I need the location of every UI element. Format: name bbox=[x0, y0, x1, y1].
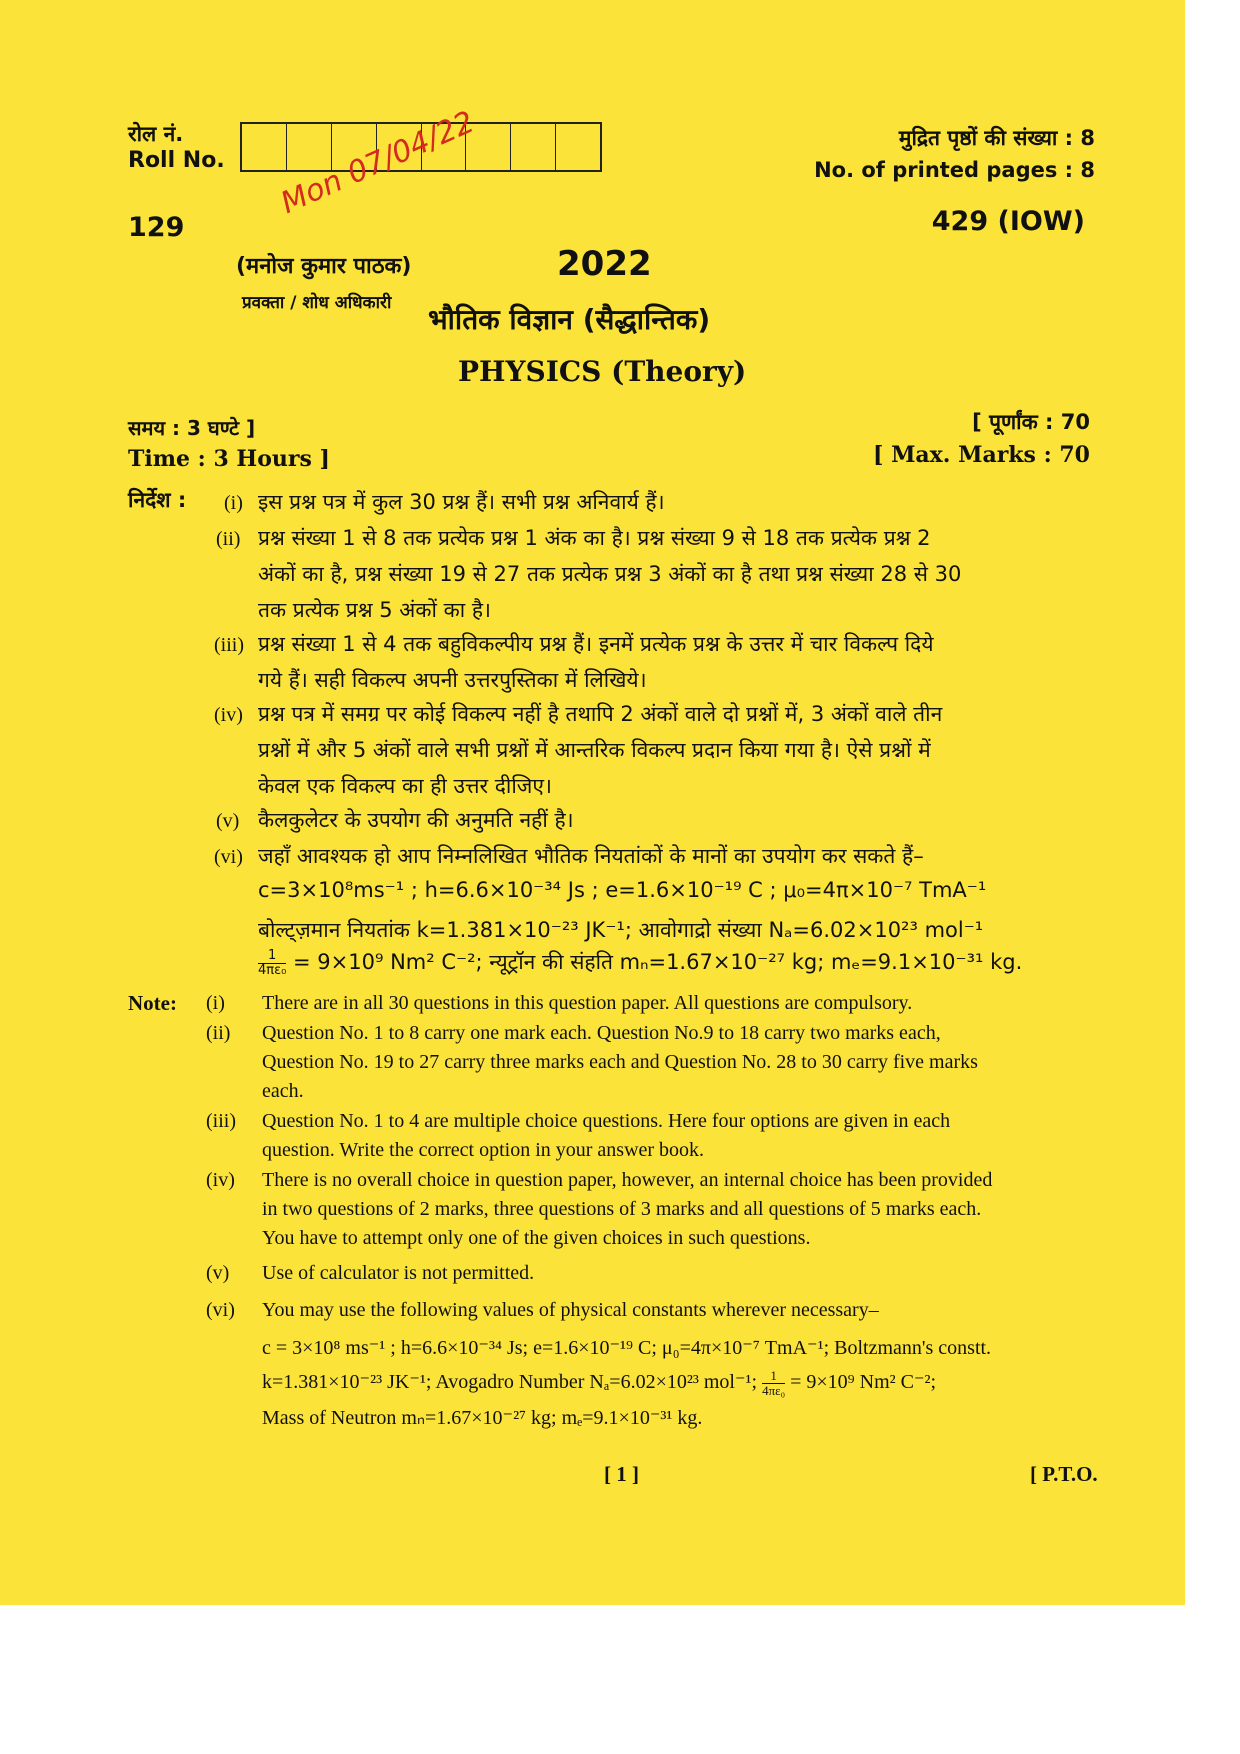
hi-item-line: अंकों का है, प्रश्न संख्या 19 से 27 तक प्रत्येक प्रश्न 3 अंकों का है तथा प्रश्न संख्या 28 से 30 bbox=[258, 562, 962, 586]
roll-label-en: Roll No. bbox=[128, 148, 225, 173]
hi-item-num: (iii) bbox=[214, 634, 244, 656]
time-hi: समय : 3 घण्टे ] bbox=[128, 416, 256, 440]
subject-title-hi: भौतिक विज्ञान (सैद्धान्तिक) bbox=[428, 303, 711, 336]
note-item-line: Use of calculator is not permitted. bbox=[262, 1262, 535, 1284]
hi-item-line: गये हैं। सही विकल्प अपनी उत्तरपुस्तिका में लिखिये। bbox=[258, 668, 647, 692]
hi-item-line: इस प्रश्न पत्र में कुल 30 प्रश्न हैं। सभी प्रश्न अनिवार्य हैं। bbox=[258, 490, 665, 514]
note-constants-line-3: Mass of Neutron mₙ=1.67×10⁻²⁷ kg; mₑ=9.1×10⁻³¹ kg. bbox=[262, 1407, 703, 1429]
note-item-num: (vi) bbox=[206, 1299, 235, 1321]
time-en: Time : 3 Hours ] bbox=[128, 446, 330, 472]
note-item-num: (ii) bbox=[206, 1022, 231, 1044]
hi-constants-line-2: बोल्ट्ज़मान नियतांक k=1.381×10⁻²³ JK⁻¹; आवोगाद्रो संख्या Nₐ=6.02×10²³ mol⁻¹ bbox=[258, 918, 984, 942]
hi-item-line: केवल एक विकल्प का ही उत्तर दीजिए। bbox=[258, 774, 552, 798]
hi-item-line: प्रश्न संख्या 1 से 8 तक प्रत्येक प्रश्न 1 अंक का है। प्रश्न संख्या 9 से 18 तक प्रत्येक प्रश्न 2 bbox=[258, 526, 931, 550]
stamp-designation: प्रवक्ता / शोध अधिकारी bbox=[242, 293, 392, 313]
max-marks-en: [ Max. Marks : 70 bbox=[873, 442, 1090, 468]
stamp-name: (मनोज कुमार पाठक) bbox=[236, 254, 412, 279]
hi-item-line: कैलकुलेटर के उपयोग की अनुमति नहीं है। bbox=[258, 808, 574, 832]
note-item-num: (iv) bbox=[206, 1169, 235, 1191]
note-item-line: each. bbox=[262, 1080, 304, 1102]
hi-item-num: (iv) bbox=[214, 704, 243, 726]
note-item-line: You may use the following values of physical constants wherever necessary– bbox=[262, 1299, 879, 1321]
max-marks-hi: [ पूर्णांक : 70 bbox=[972, 410, 1090, 434]
hi-item-num: (i) bbox=[224, 492, 243, 514]
note-heading: Note: bbox=[128, 991, 177, 1015]
hi-item-line: प्रश्न संख्या 1 से 4 तक बहुविकल्पीय प्रश्न हैं। इनमें प्रत्येक प्रश्न के उत्तर में चार विकल्प दिये bbox=[258, 632, 934, 656]
hi-item-num: (vi) bbox=[214, 846, 243, 868]
left-code: 129 bbox=[128, 212, 185, 243]
hi-item-line: जहाँ आवश्यक हो आप निम्नलिखित भौतिक नियतांकों के मानों का उपयोग कर सकते हैं– bbox=[258, 844, 924, 868]
hi-constants-line-3: $\frac{1}{\text{4πε₀}}$ = 9×10⁹ Nm² C⁻²; न्यूट्रॉन की संहति mₙ=1.67×10⁻²⁷ kg; mₑ=9.1×10⁻³¹ kg. bbox=[258, 947, 1023, 978]
printed-pages-hi: मुद्रित पृष्ठों की संख्या : 8 bbox=[898, 126, 1095, 150]
subject-title-en: PHYSICS (Theory) bbox=[458, 355, 747, 388]
hi-item-line: प्रश्नों में और 5 अंकों वाले सभी प्रश्नों में आन्तरिक विकल्प प्रदान किया गया है। ऐसे प्रश्नों में bbox=[258, 738, 931, 762]
instructions-heading: निर्देश : bbox=[128, 488, 187, 512]
roll-label-hi: रोल नं. bbox=[128, 122, 184, 146]
hi-constants-line-1: c=3×10⁸ms⁻¹ ; h=6.6×10⁻³⁴ Js ; e=1.6×10⁻¹⁹ C ; μ₀=4π×10⁻⁷ TmA⁻¹ bbox=[258, 878, 987, 902]
hi-item-num: (v) bbox=[216, 810, 240, 832]
note-item-num: (i) bbox=[206, 992, 225, 1014]
paper-code: 429 (IOW) bbox=[931, 206, 1085, 237]
exam-year: 2022 bbox=[557, 244, 652, 284]
hi-item-line: प्रश्न पत्र में समग्र पर कोई विकल्प नहीं है तथापि 2 अंकों वाले दो प्रश्नों में, 3 अंकों वाले तीन bbox=[258, 702, 943, 726]
note-item-line: in two questions of 2 marks, three questions of 3 marks and all questions of 5 marks each. bbox=[262, 1198, 982, 1220]
note-item-num: (iii) bbox=[206, 1110, 236, 1132]
note-constants-line-1: c = 3×10⁸ ms⁻¹ ; h=6.6×10⁻³⁴ Js; e=1.6×10⁻¹⁹ C; μ₀=4π×10⁻⁷ TmA⁻¹; Boltzmann's constt. bbox=[262, 1337, 992, 1359]
please-turn-over: [ P.T.O. bbox=[1030, 1462, 1098, 1486]
note-constants-line-2: k=1.381×10⁻²³ JK⁻¹; Avogadro Number Nₐ=6.02×10²³ mol⁻¹; $\frac{1}{\text{4πε₀}}$ = 9×10⁹ Nm² C⁻²; bbox=[262, 1367, 937, 1398]
note-item-line: Question No. 1 to 8 carry one mark each. Question No.9 to 18 carry two marks each, bbox=[262, 1022, 941, 1044]
note-item-line: question. Write the correct option in your answer book. bbox=[262, 1139, 705, 1161]
hi-item-num: (ii) bbox=[216, 528, 241, 550]
permittivity-fraction: $\frac{1}{\text{4πε₀}}$ bbox=[762, 1367, 786, 1398]
note-item-line: There is no overall choice in question paper, however, an internal choice has been provided bbox=[262, 1169, 993, 1191]
note-item-line: There are in all 30 questions in this question paper. All questions are compulsory. bbox=[262, 992, 913, 1014]
note-item-line: Question No. 1 to 4 are multiple choice questions. Here four options are given in each bbox=[262, 1110, 951, 1132]
hi-item-line: तक प्रत्येक प्रश्न 5 अंकों का है। bbox=[258, 598, 491, 622]
note-item-num: (v) bbox=[206, 1262, 230, 1284]
permittivity-fraction: $\frac{1}{\text{4πε₀}}$ bbox=[258, 947, 287, 978]
handwritten-signature: Mon 07/04/22 bbox=[275, 104, 480, 221]
printed-pages-en: No. of printed pages : 8 bbox=[814, 158, 1095, 182]
page-number: [ 1 ] bbox=[604, 1462, 639, 1486]
note-item-line: Question No. 19 to 27 carry three marks each and Question No. 28 to 30 carry five marks bbox=[262, 1051, 978, 1073]
note-item-line: You have to attempt only one of the given choices in such questions. bbox=[262, 1227, 811, 1249]
